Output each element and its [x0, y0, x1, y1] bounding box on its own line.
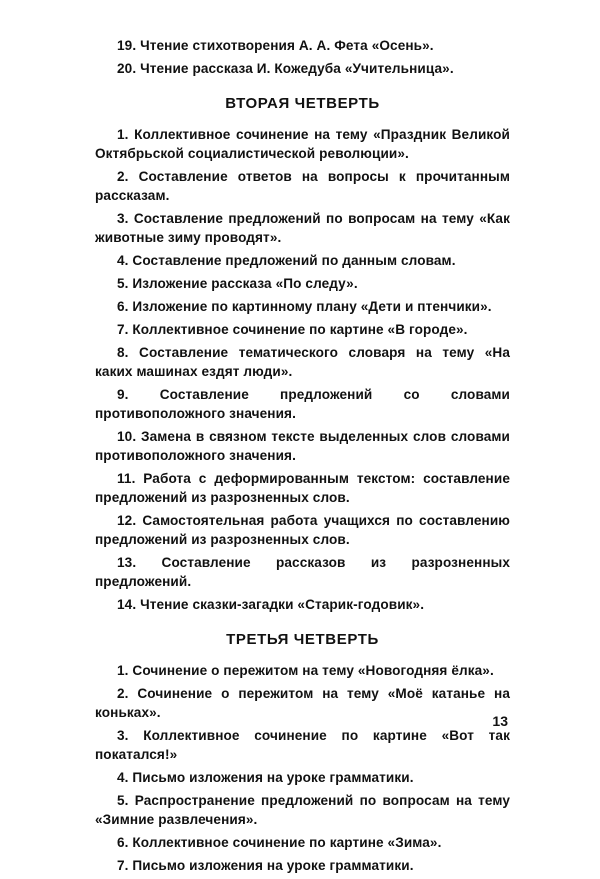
list-item: 19. Чтение стихотворения А. А. Фета «Осень». — [117, 38, 434, 53]
list-item: 8. Составление тематического словаря на тему «На каких машинах ездят люди». — [95, 345, 510, 379]
list-item: 10. Замена в связном тексте выделенных слов словами противоположного значения. — [95, 429, 510, 463]
list-item: 5. Распространение предложений по вопросам на тему «Зимние развлечения». — [95, 793, 510, 827]
section-heading-second-quarter: ВТОРАЯ ЧЕТВЕРТЬ — [225, 95, 380, 112]
list-item: 6. Коллективное сочинение по картине «Зима». — [117, 835, 442, 850]
list-item: 13. Составление рассказов из разрозненных предложений. — [95, 555, 510, 589]
list-item: 7. Письмо изложения на уроке грамматики. — [117, 858, 414, 873]
list-item: 4. Составление предложений по данным словам. — [117, 253, 456, 268]
page-number: 13 — [492, 713, 508, 729]
list-item: 9. Составление предложений со словами противоположного значения. — [95, 387, 510, 421]
list-item: 2. Составление ответов на вопросы к прочитанным рассказам. — [95, 169, 510, 203]
list-item: 6. Изложение по картинному плану «Дети и птенчики». — [117, 299, 492, 314]
list-item: 3. Составление предложений по вопросам на тему «Как животные зиму проводят». — [95, 211, 510, 245]
list-item: 2. Сочинение о пережитом на тему «Моё катанье на коньках». — [95, 686, 510, 720]
list-item: 20. Чтение рассказа И. Кожедуба «Учительница». — [117, 61, 454, 76]
list-item: 1. Сочинение о пережитом на тему «Новогодняя ёлка». — [117, 663, 494, 678]
list-item: 5. Изложение рассказа «По следу». — [117, 276, 358, 291]
list-item: 14. Чтение сказки-загадки «Старик-годовик». — [117, 597, 425, 612]
list-item: 1. Коллективное сочинение на тему «Праздник Великой Октябрьской социалистической революции». — [95, 127, 510, 161]
list-item: 7. Коллективное сочинение по картине «В городе». — [117, 322, 468, 337]
document-page — [95, 36, 510, 879]
list-item: 12. Самостоятельная работа учащихся по составлению предложений из разрозненных слов. — [95, 513, 510, 547]
list-item: 4. Письмо изложения на уроке грамматики. — [117, 770, 414, 785]
section-heading-third-quarter: ТРЕТЬЯ ЧЕТВЕРТЬ — [226, 631, 379, 648]
list-item: 3. Коллективное сочинение по картине «Вот так покатался!» — [95, 728, 510, 762]
list-item: 11. Работа с деформированным текстом: составление предложений из разрозненных слов. — [95, 471, 510, 505]
